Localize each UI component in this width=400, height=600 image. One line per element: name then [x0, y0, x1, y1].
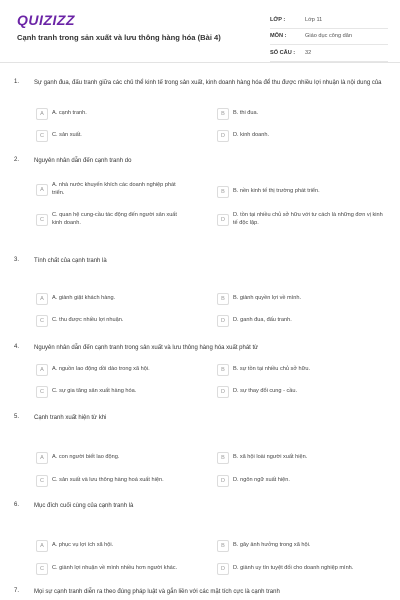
- option-letter-box: C: [36, 475, 48, 487]
- option-d[interactable]: [217, 386, 387, 398]
- question-text: Cạnh tranh xuất hiện từ khi: [34, 415, 107, 421]
- quizizz-logo: QUIZIZZ: [17, 12, 75, 28]
- option-a[interactable]: [36, 108, 186, 120]
- option-b[interactable]: [217, 186, 387, 198]
- question-number: 6.: [14, 502, 20, 508]
- option-text: A. con người biết lao động.: [52, 454, 120, 461]
- option-letter-box: A: [36, 293, 48, 305]
- meta-value: 32: [305, 49, 312, 56]
- meta-key: SỐ CÂU :: [270, 49, 296, 56]
- meta-value: Giáo dục công dân: [305, 33, 352, 40]
- option-d[interactable]: [217, 563, 387, 575]
- option-text: A. cạnh tranh.: [52, 110, 87, 117]
- option-c[interactable]: [36, 386, 186, 398]
- question-number: 5.: [14, 414, 20, 420]
- option-a[interactable]: [36, 452, 186, 464]
- question-text: Nguyên nhân dẫn đến cạnh tranh do: [34, 158, 132, 164]
- option-letter-box: B: [217, 293, 229, 305]
- option-letter-box: C: [36, 386, 48, 398]
- option-text: C. sản xuất và lưu thông hàng hoá xuất hiện.: [52, 477, 164, 484]
- question-text: Sự ganh đua, đấu tranh giữa các chủ thể kinh tế trong sản xuất, kinh doanh hàng hóa để thu được nhiều lợi nhuận là nội dung của: [34, 80, 382, 86]
- meta-key: LỚP :: [270, 16, 286, 23]
- option-letter-box: D: [217, 563, 229, 575]
- question-text: Tính chất của cạnh tranh là: [34, 258, 107, 264]
- option-text: B. gây ảnh hưởng trong xã hội.: [233, 542, 311, 549]
- option-text: D. ngôn ngữ xuất hiện.: [233, 477, 290, 484]
- option-text: C. sản xuất.: [52, 132, 82, 139]
- option-d[interactable]: [217, 315, 387, 327]
- option-letter-box: D: [217, 130, 229, 142]
- option-letter-box: A: [36, 108, 48, 120]
- option-letter-box: C: [36, 315, 48, 327]
- option-letter-box: A: [36, 364, 48, 376]
- meta-row-class: [270, 12, 388, 29]
- option-c[interactable]: [36, 130, 186, 142]
- option-text: C. sự gia tăng sản xuất hàng hóa.: [52, 388, 137, 395]
- option-a[interactable]: [36, 540, 186, 552]
- option-text: A. nguồn lao động dồi dào trong xã hội.: [52, 366, 150, 373]
- option-letter-box: B: [217, 108, 229, 120]
- option-text: B. giành quyền lợi về mình.: [233, 295, 302, 302]
- question-number: 4.: [14, 344, 20, 350]
- meta-row-subject: [270, 29, 388, 46]
- option-text: A. phục vụ lợi ích xã hội.: [52, 542, 114, 549]
- option-letter-box: C: [36, 130, 48, 142]
- option-letter-box: B: [217, 364, 229, 376]
- meta-value: Lớp 11: [305, 16, 323, 23]
- question-number: 3.: [14, 257, 20, 263]
- option-text: B. thi đua.: [233, 110, 259, 117]
- option-text: A. nhà nước khuyến khích các doanh nghiệp phát triển.: [52, 182, 176, 196]
- meta-key: MÔN :: [270, 33, 287, 40]
- option-text: C. thu được nhiều lợi nhuận.: [52, 317, 124, 324]
- option-letter-box: C: [36, 214, 48, 226]
- option-text: D. tồn tại nhiều chủ sở hữu với tư cách là những đơn vị kinh tế độc lập.: [233, 212, 383, 226]
- option-c[interactable]: [36, 315, 186, 327]
- option-letter-box: A: [36, 184, 48, 196]
- option-text: A. giành giật khách hàng.: [52, 295, 116, 302]
- option-c[interactable]: [36, 563, 186, 575]
- option-d[interactable]: [217, 475, 387, 487]
- question-number: 2.: [14, 157, 20, 163]
- worksheet-title: Cạnh tranh trong sản xuất và lưu thông hàng hóa (Bài 4): [17, 33, 221, 42]
- option-b[interactable]: [217, 452, 387, 464]
- question-number: 1.: [14, 79, 20, 85]
- option-letter-box: D: [217, 315, 229, 327]
- option-b[interactable]: [217, 540, 387, 552]
- option-a[interactable]: [36, 182, 186, 197]
- meta-row-question-count: [270, 45, 388, 62]
- option-text: C. quan hệ cung-cầu tác động đến người sản xuất kinh doanh.: [52, 212, 177, 226]
- option-text: B. nền kinh tế thị trường phát triển.: [233, 188, 320, 195]
- option-letter-box: A: [36, 540, 48, 552]
- option-letter-box: D: [217, 386, 229, 398]
- worksheet-meta: [270, 12, 388, 62]
- option-d[interactable]: [217, 130, 387, 142]
- option-letter-box: B: [217, 452, 229, 464]
- question-text: Mọi sự cạnh tranh diễn ra theo đúng pháp luật và gắn liền với các mặt tích cực là cạnh tranh: [34, 589, 280, 595]
- option-letter-box: D: [217, 214, 229, 226]
- option-c[interactable]: [36, 212, 186, 227]
- option-letter-box: C: [36, 563, 48, 575]
- option-text: D. ganh đua, đấu tranh.: [233, 317, 292, 324]
- option-a[interactable]: [36, 364, 186, 376]
- question-text: Nguyên nhân dẫn đến cạnh tranh trong sản xuất và lưu thông hàng hóa xuất phát từ: [34, 345, 259, 351]
- option-letter-box: B: [217, 186, 229, 198]
- worksheet-header: [0, 0, 400, 63]
- option-a[interactable]: [36, 293, 186, 305]
- option-letter-box: B: [217, 540, 229, 552]
- question-text: Mục đích cuối cùng của cạnh tranh là: [34, 503, 134, 509]
- option-b[interactable]: [217, 108, 387, 120]
- option-b[interactable]: [217, 364, 387, 376]
- option-text: D. giành uy tín tuyệt đối cho doanh nghiệp mình.: [233, 565, 354, 572]
- option-letter-box: D: [217, 475, 229, 487]
- option-text: C. giành lợi nhuận về mình nhiều hơn người khác.: [52, 565, 178, 572]
- option-letter-box: A: [36, 452, 48, 464]
- question-number: 7.: [14, 588, 20, 594]
- option-text: B. sự tồn tại nhiều chủ sở hữu.: [233, 366, 311, 373]
- option-b[interactable]: [217, 293, 387, 305]
- option-c[interactable]: [36, 475, 186, 487]
- option-d[interactable]: [217, 212, 387, 227]
- option-text: B. xã hội loài người xuất hiện.: [233, 454, 308, 461]
- option-text: D. kinh doanh.: [233, 132, 270, 139]
- option-text: D. sự thay đổi cung - cầu.: [233, 388, 298, 395]
